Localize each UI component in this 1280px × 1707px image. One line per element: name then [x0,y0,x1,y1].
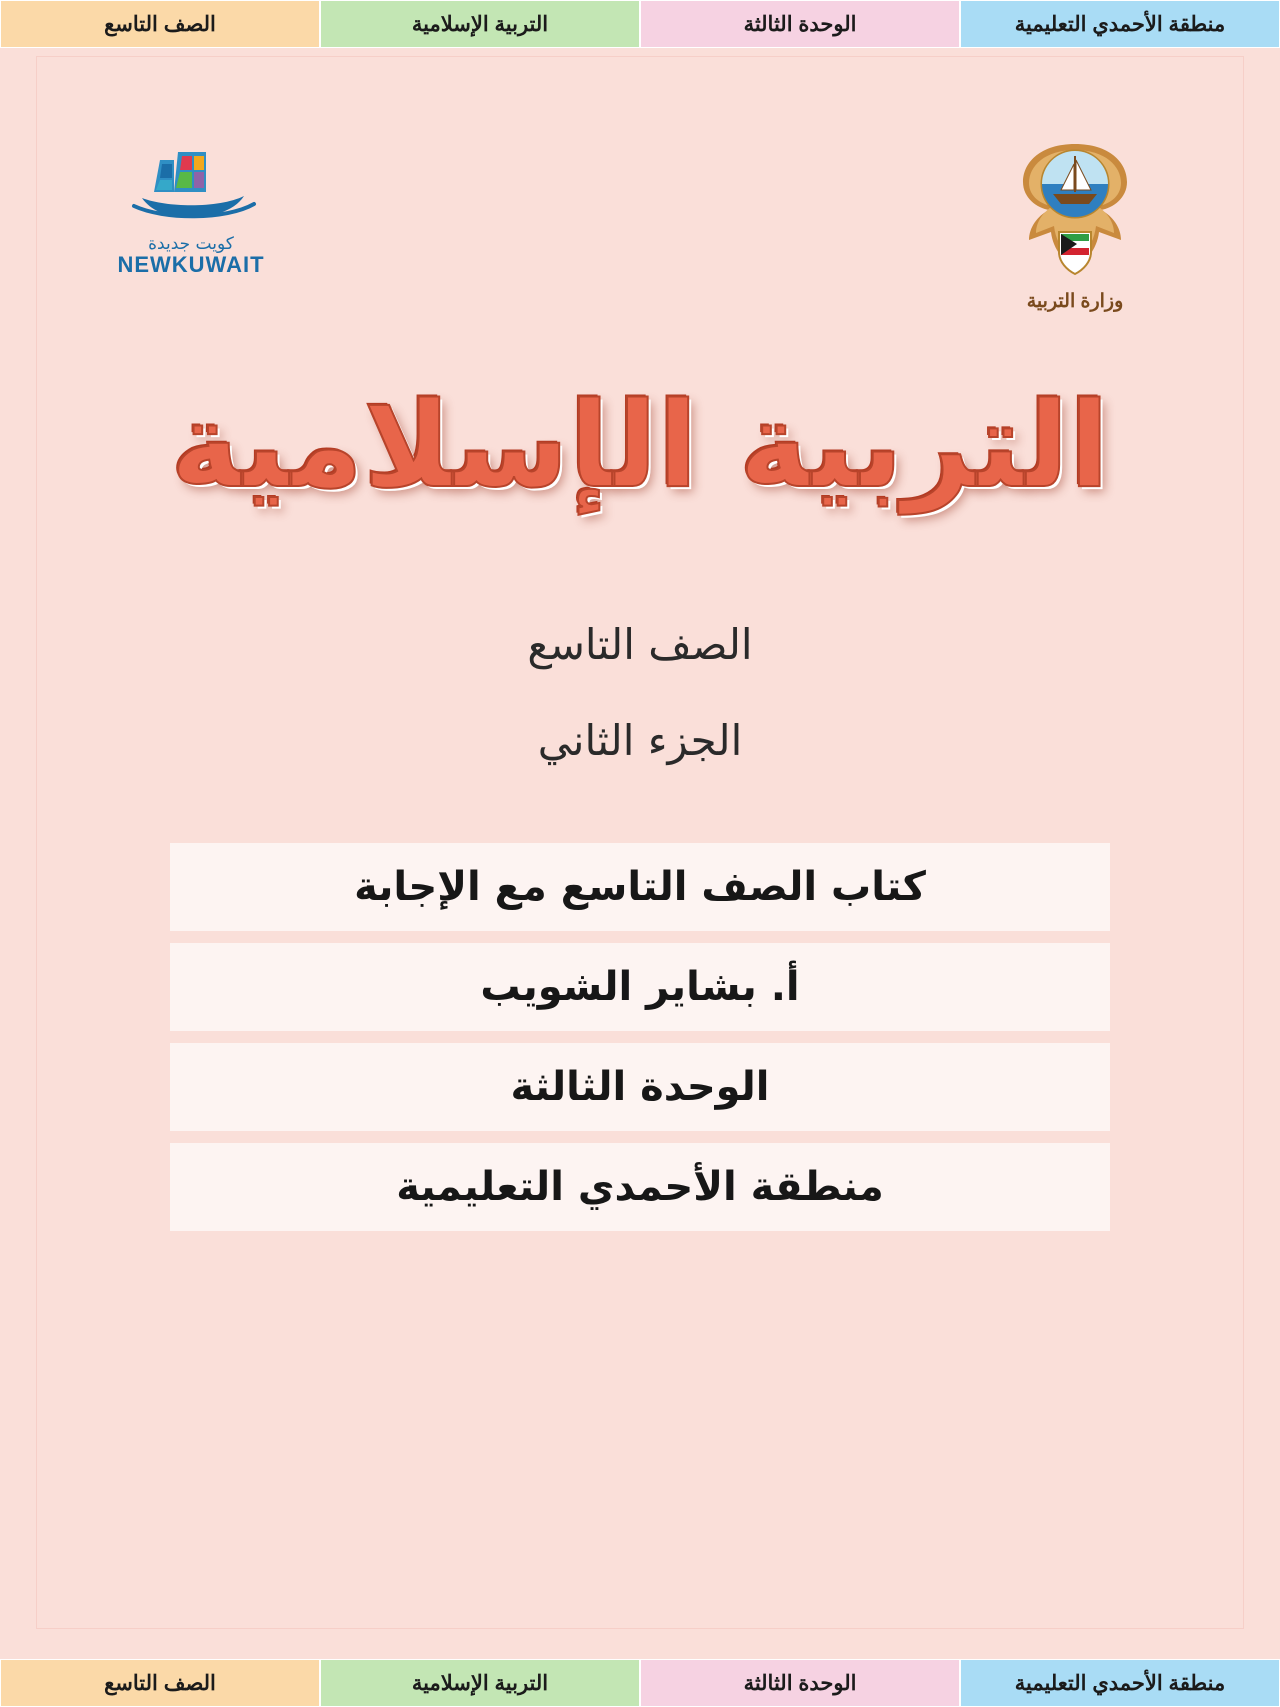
banner-subject-label: التربية الإسلامية [411,12,549,36]
sailboat-icon [116,146,266,232]
banner-cell-grade-bottom [0,1659,320,1707]
ministry-logo [980,136,1170,313]
banner-cell-grade [0,0,320,48]
bottom-banner [0,1659,1280,1707]
banner-cell-unit-bottom [640,1659,960,1707]
banner-region-label: منطقة الأحمدي التعليمية [1014,12,1226,36]
banner-subject-label-bottom: التربية الإسلامية [411,1671,549,1695]
banner-region-label-bottom: منطقة الأحمدي التعليمية [1014,1671,1226,1695]
logo-row [0,98,1280,312]
top-banner [0,0,1280,48]
banner-cell-subject [320,0,640,48]
banner-cell-unit [640,0,960,48]
newkuwait-logo [96,146,286,278]
info-bar-unit: الوحدة الثالثة [170,1043,1110,1131]
newkuwait-arabic-label: كويت جديدة [148,234,234,254]
info-bar-region: منطقة الأحمدي التعليمية [170,1143,1110,1231]
banner-cell-subject-bottom [320,1659,640,1707]
cover-part-label: الجزء الثاني [537,716,743,765]
newkuwait-english-label: NEWKUWAIT [117,252,265,277]
cover-grade-label: الصف التاسع [527,620,753,669]
info-bar-author: أ. بشاير الشويب [170,943,1110,1031]
banner-grade-label: الصف التاسع [104,12,216,36]
banner-unit-label-bottom: الوحدة الثالثة [743,1671,857,1695]
banner-cell-region [960,0,1280,48]
banner-grade-label-bottom: الصف التاسع [104,1671,216,1695]
info-bar-book: كتاب الصف التاسع مع الإجابة [170,843,1110,931]
cover-page [0,48,1280,1659]
banner-unit-label: الوحدة الثالثة [743,12,857,36]
kuwait-emblem-icon [1015,136,1135,286]
page-title: التربية الإسلامية [170,376,1110,514]
ministry-label: وزارة التربية [1026,291,1124,312]
info-bar-list [170,843,1110,1231]
banner-cell-region-bottom [960,1659,1280,1707]
